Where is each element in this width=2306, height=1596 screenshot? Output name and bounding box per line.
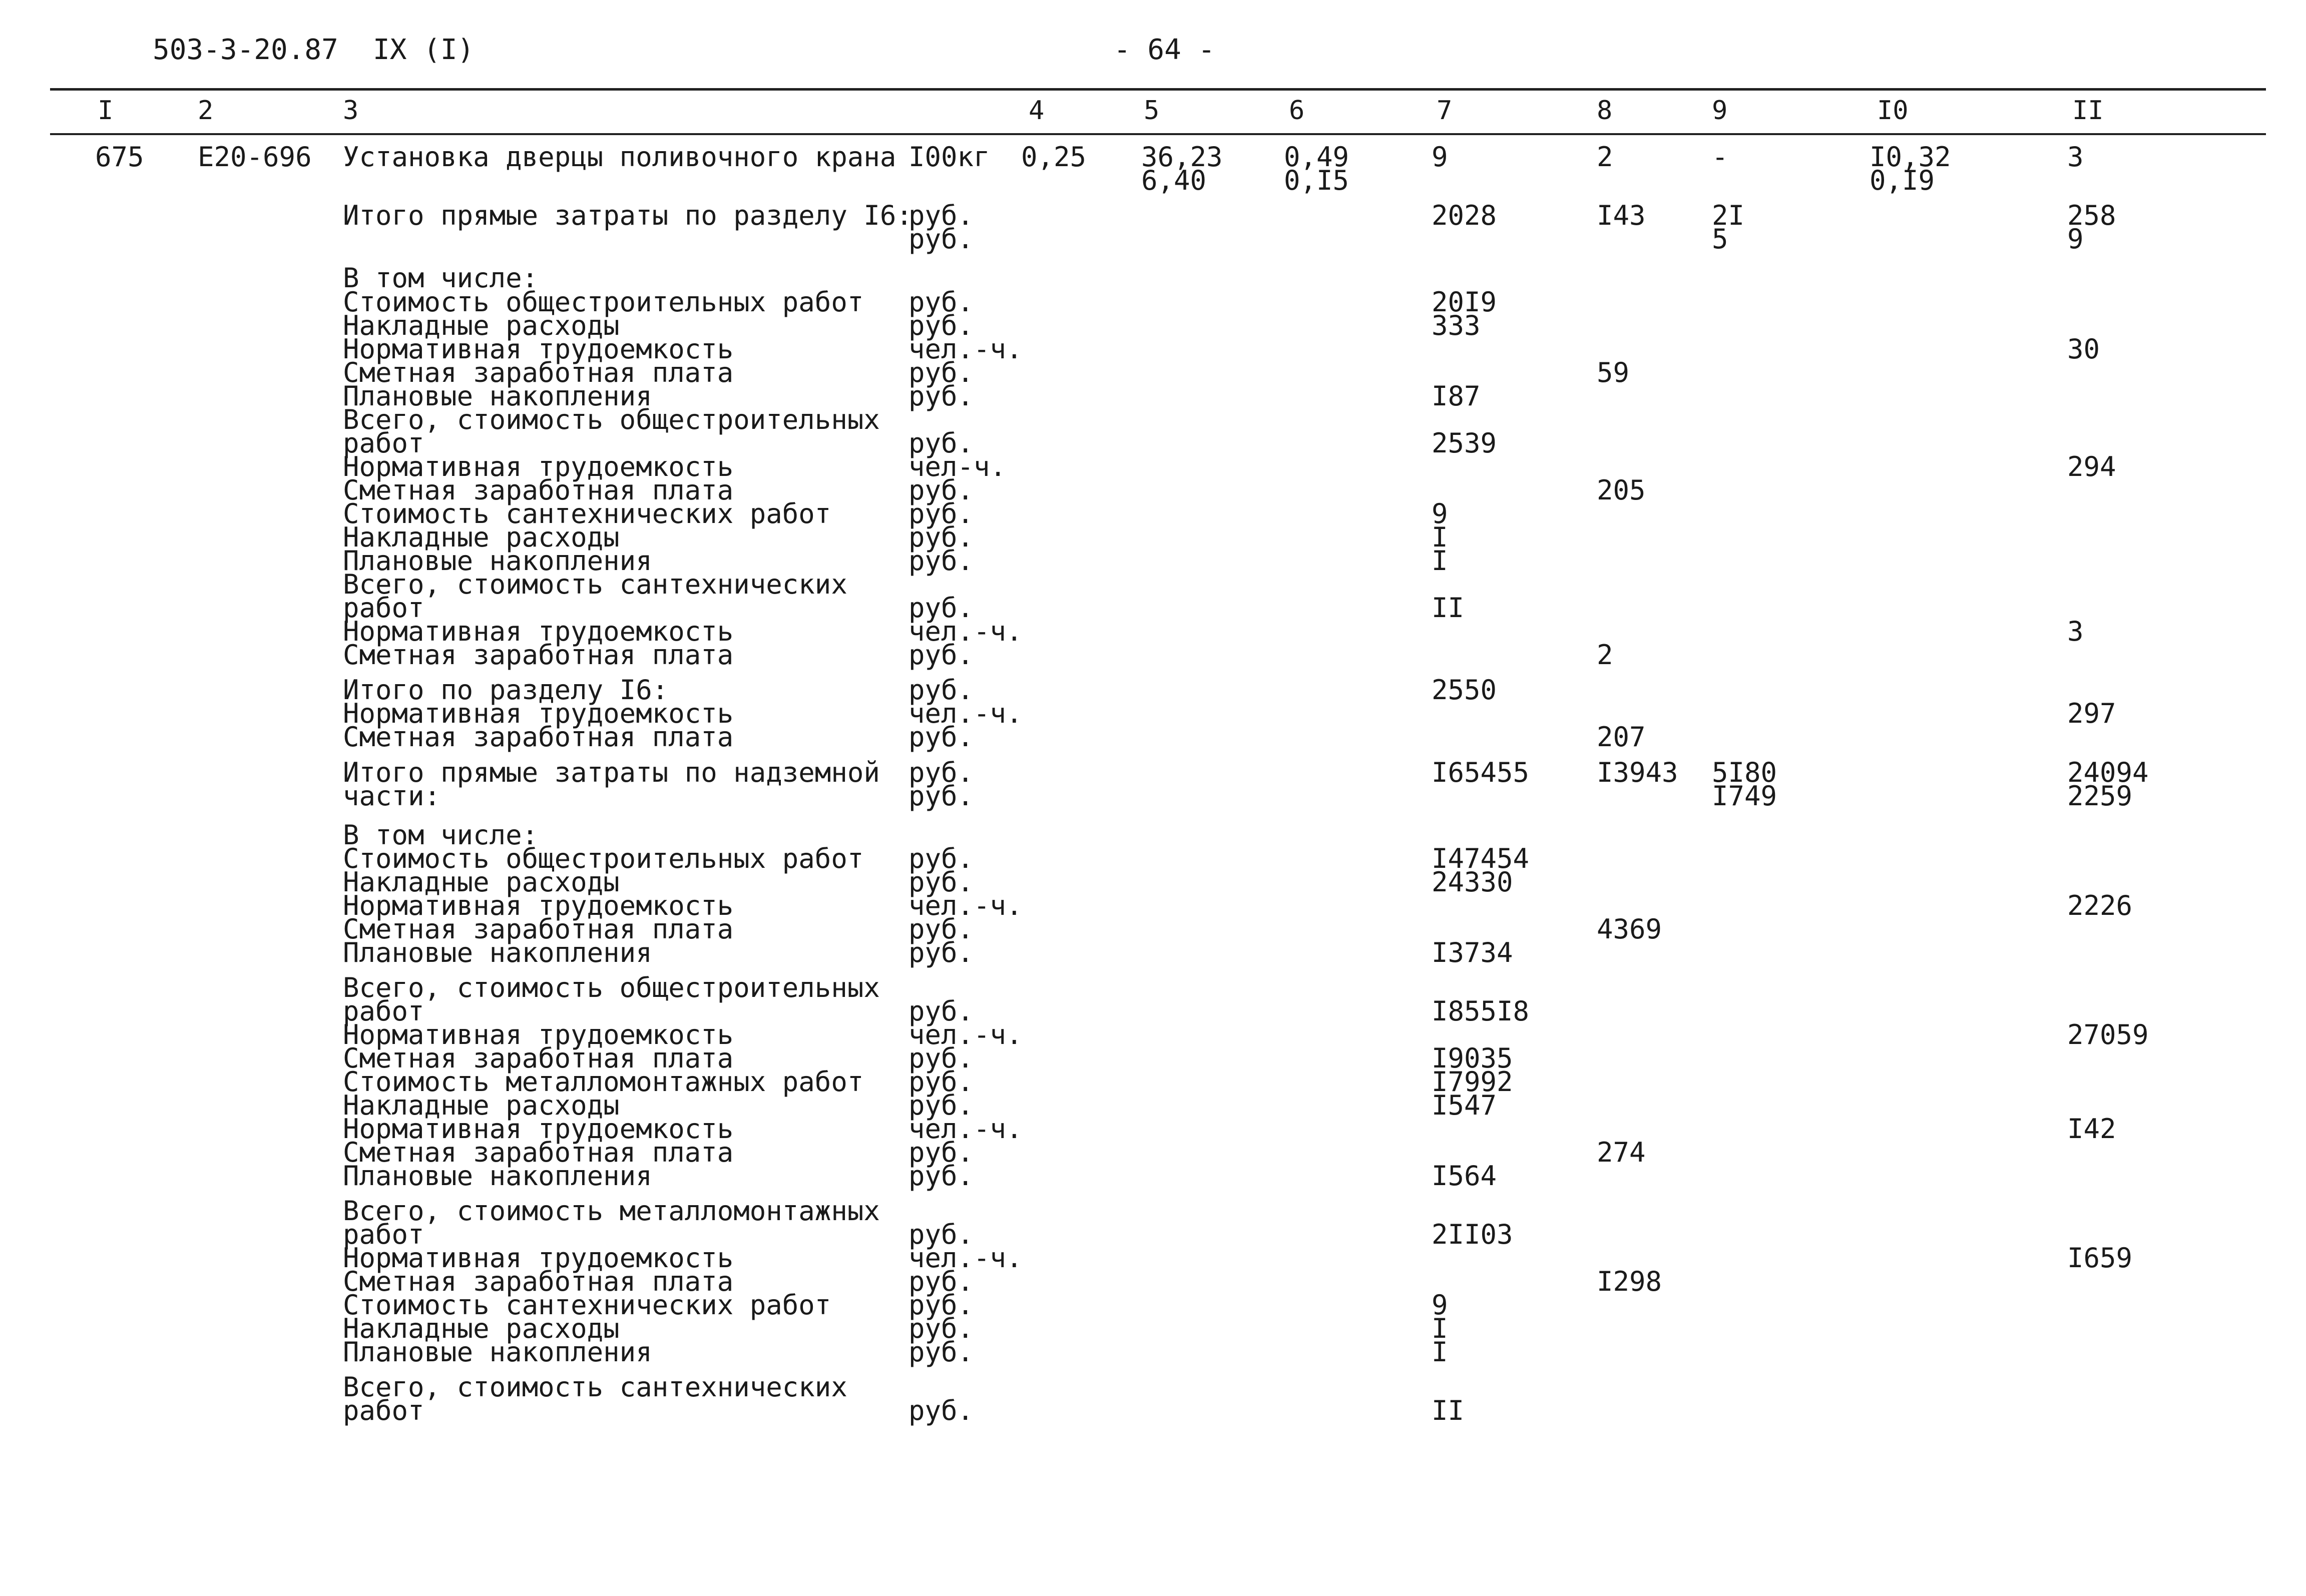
total-cost: 2II03 [1432,1219,1513,1250]
work-name: Установка дверцы поливочного крана [343,141,896,173]
machine-cost: 5I80 I749 [1712,757,1777,812]
work-name: Нормативная трудоемкость [343,698,734,729]
unit: руб. [908,1137,974,1168]
unit: руб. [908,674,974,706]
unit: чел.-ч. [908,1019,1023,1050]
unit: руб. [908,721,974,753]
total-cost: 20I9 [1432,286,1497,318]
total-cost: 2550 [1432,674,1497,706]
unit: руб. [908,1289,974,1321]
unit: руб. [908,357,974,388]
total-cost: I564 [1432,1160,1497,1192]
work-name: Плановые накопления [343,1336,652,1368]
unit: руб. [908,913,974,945]
quantity: 0,25 [1021,141,1087,173]
work-name: Нормативная трудоемкость [343,616,734,647]
unit: руб. [908,474,974,506]
wage-value: 205 [1597,474,1646,506]
unit-cost: 36,23 6,40 [1141,141,1223,196]
unit: чел.-ч. [908,1242,1023,1274]
work-name: Стоимость металломонтажных работ [343,1066,864,1098]
work-name: Плановые накопления [343,545,652,577]
work-name: Нормативная трудоемкость [343,1113,734,1145]
work-name: Всего, стоимость общестроительных работ [343,972,880,1027]
labor-value: 24094 2259 [2067,757,2149,812]
wage-value: 207 [1597,721,1646,753]
unit: руб. [908,310,974,341]
labor-value: 3 [2067,141,2084,173]
work-name: Сметная заработная плата [343,721,734,753]
wage-value: 59 [1597,357,1630,388]
unit: руб. [908,1336,974,1368]
total-cost: I [1432,1336,1448,1368]
unit: руб. [908,1266,974,1297]
unit: чел.-ч. [908,333,1023,365]
column-header-7: 7 [1437,96,1453,126]
work-name: Накладные расходы [343,521,620,553]
wage-value: 4369 [1597,913,1662,945]
work-name: Итого прямые затраты по разделу I6: [343,200,912,231]
column-header-1: I [98,96,114,126]
unit: руб. [908,1066,974,1098]
total-cost: I47454 [1432,843,1530,874]
work-name: Нормативная трудоемкость [343,451,734,482]
unit: руб. [908,1219,974,1250]
column-header-5: 5 [1144,96,1160,126]
total-cost: I3734 [1432,937,1513,968]
column-header-9: 9 [1712,96,1728,126]
work-name: Сметная заработная плата [343,1266,734,1297]
wage-value: 274 [1597,1137,1646,1168]
column-header-10: I0 [1877,96,1909,126]
row-number: 675 [95,141,144,173]
unit: руб. [908,498,974,529]
col-6-value: 0,49 0,I5 [1284,141,1349,196]
column-header-3: 3 [343,96,359,126]
work-name: Стоимость общестроительных работ [343,286,864,318]
unit: I00кг [908,141,990,173]
wage-value: I3943 [1597,757,1678,788]
total-cost: 24330 [1432,866,1513,898]
unit: чел.-ч. [908,1113,1023,1145]
total-cost: I87 [1432,380,1481,412]
work-name: Сметная заработная плата [343,639,734,671]
column-header-4: 4 [1029,96,1045,126]
column-header-2: 2 [198,96,214,126]
machine-cost: - [1712,141,1728,173]
unit: руб. [908,937,974,968]
column-header-6: 6 [1289,96,1305,126]
document-code: 503-3-20.87 [153,34,338,66]
labor-value: 2226 [2067,890,2133,921]
work-name: Плановые накопления [343,937,652,968]
column-header-11: II [2072,96,2104,126]
unit: руб. [908,639,974,671]
total-cost: 9 [1432,141,1448,173]
table-header-rule [50,133,2266,135]
unit: чел-ч. [908,451,1007,482]
unit: руб. [908,380,974,412]
unit: руб. [908,545,974,577]
work-name: Нормативная трудоемкость [343,1019,734,1050]
labor-value: 294 [2067,451,2116,482]
labor-value: 258 9 [2067,200,2116,255]
work-name: Накладные расходы [343,866,620,898]
work-name: Всего, стоимость сантехнических работ [343,1371,847,1426]
work-name: Плановые накопления [343,1160,652,1192]
unit: руб. [908,521,974,553]
work-name: Накладные расходы [343,1313,620,1344]
unit: чел.-ч. [908,890,1023,921]
total-cost: I9035 [1432,1042,1513,1074]
col-10-value: I0,32 0,I9 [1870,141,1951,196]
total-cost: I65455 [1432,757,1530,788]
wage-value: I298 [1597,1266,1662,1297]
labor-value: 297 [2067,698,2116,729]
unit: руб. [908,843,974,874]
work-name: Плановые накопления [343,380,652,412]
unit: руб. [908,1090,974,1121]
unit: руб. руб. [908,200,974,255]
unit: руб. [908,1042,974,1074]
labor-value: I659 [2067,1242,2133,1274]
total-cost: 333 [1432,310,1481,341]
unit: руб. [908,1395,974,1426]
work-name: Стоимость сантехнических работ [343,1289,831,1321]
work-name: Сметная заработная плата [343,1042,734,1074]
unit: чел.-ч. [908,616,1023,647]
machine-cost: 2I 5 [1712,200,1745,255]
work-name: Итого прямые затраты по надземной части: [343,757,880,812]
wage-value: 2 [1597,639,1613,671]
work-name: Нормативная трудоемкость [343,333,734,365]
work-name: Стоимость общестроительных работ [343,843,864,874]
work-name: Сметная заработная плата [343,357,734,388]
total-cost: 2539 [1432,427,1497,459]
labor-value: 30 [2067,333,2100,365]
unit: чел.-ч. [908,698,1023,729]
work-name: Итого по разделу I6: [343,674,669,706]
work-name: В том числе: [343,819,539,851]
work-name: Нормативная трудоемкость [343,1242,734,1274]
total-cost: I [1432,521,1448,553]
total-cost: 9 [1432,1289,1448,1321]
unit: руб. [908,592,974,624]
total-cost: I [1432,1313,1448,1344]
labor-value: 27059 [2067,1019,2149,1050]
work-name: Сметная заработная плата [343,913,734,945]
unit: руб. [908,1313,974,1344]
total-cost: II [1432,592,1465,624]
total-cost: I [1432,545,1448,577]
unit: руб. руб. [908,757,974,812]
wage-value: 2 [1597,141,1613,173]
unit: руб. [908,286,974,318]
unit: руб. [908,866,974,898]
total-cost: I547 [1432,1090,1497,1121]
column-header-8: 8 [1597,96,1613,126]
work-name: Всего, стоимость металломонтажных работ [343,1195,880,1250]
total-cost: 2028 [1432,200,1497,231]
unit: руб. [908,1160,974,1192]
unit: руб. [908,427,974,459]
work-name: Накладные расходы [343,1090,620,1121]
work-name: Стоимость сантехнических работ [343,498,831,529]
page-number: - 64 - [1114,34,1215,66]
work-name: Сметная заработная плата [343,1137,734,1168]
wage-value: I43 [1597,200,1646,231]
work-name: Накладные расходы [343,310,620,341]
total-cost: I7992 [1432,1066,1513,1098]
rate-code: E20-696 [198,141,312,173]
section-label: IX (I) [373,34,475,66]
labor-value: 3 [2067,616,2084,647]
work-name: Нормативная трудоемкость [343,890,734,921]
total-cost: I855I8 [1432,995,1530,1027]
total-cost: 9 [1432,498,1448,529]
unit: руб. [908,995,974,1027]
total-cost: II [1432,1395,1465,1426]
table-top-rule [50,88,2266,91]
work-name: Всего, стоимость сантехнических работ [343,569,847,624]
work-name: Сметная заработная плата [343,474,734,506]
work-name: В том числе: [343,262,539,294]
work-name: Всего, стоимость общестроительных работ [343,404,880,459]
labor-value: I42 [2067,1113,2116,1145]
